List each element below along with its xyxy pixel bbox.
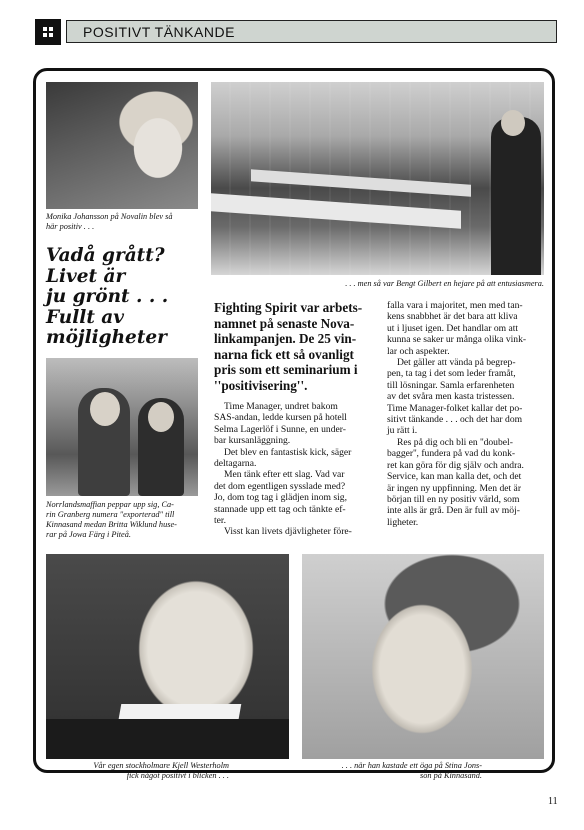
- paragraph: Det blev en fantastisk kick, säger deltagarna.: [214, 446, 352, 470]
- article-headline: Vadå grått? Livet är ju grönt . . . Fullt av möjligheter: [46, 245, 169, 348]
- article-column-1: [214, 401, 370, 538]
- paragraph: falla vara i majoritet, men med tan- kens snabbhet är det bara att kliva ut i ljuset igen. Det handlar om att kunna se saker ur många olika vink- lar och aspekter.: [387, 300, 527, 357]
- article-column-2: [387, 300, 545, 528]
- paragraph: Men tänk efter ett slag. Vad var det dom egentligen sysslade med? Jo, dom tog tag i glädjen inom sig, stannade upp ett tag och tänkte ef- ter.: [214, 469, 347, 527]
- photo-seminar-room: [211, 82, 544, 275]
- section-logo-icon: [35, 19, 61, 45]
- caption-stina: . . . när han kastade ett öga på Stina Jons- son på Kinnasand.: [341, 761, 482, 780]
- caption-monika: Monika Johansson på Novalin blev så här positiv . . .: [46, 212, 173, 231]
- page-number: 11: [548, 796, 558, 807]
- paragraph: Res på dig och bli en ''doubel- bagger'', fundera på vad du konk- ret kan göra för dig själv och andra. Service, kan man kalla det, och det är ingen ny uppfinning. Men det är början till en ny positiv värld, som inte alls är grå. Den är full av möj- ligheter.: [387, 436, 524, 528]
- photo-stina-jonsson: [302, 554, 544, 759]
- photo-monika-johansson: [46, 82, 198, 209]
- paragraph: Det gäller att vända på begrep- pen, ta tag i det som leder framåt, till lösningar. Samla erfarenheten av det svåra men kasta tristessen. Time Manager-folket kallar det po- sitivt tänkande . . . och det har dom ju rätt i.: [387, 357, 523, 437]
- article-intro: Fighting Spirit var arbets- namnet på senaste Nova- linkampanjen. De 25 vin- narna fick ett så ovanligt pris som ett seminarium i ''positivisering''.: [214, 300, 363, 393]
- caption-norrland-women: Norrlandsmaffian peppar upp sig, Ca- rin Granberg numera "exporterad" till Kinnasand medan Britta Wiklund huse- rar på Jowa Färg i Piteå.: [46, 500, 177, 539]
- paragraph: Visst kan livets djävligheter före-: [224, 526, 352, 538]
- caption-seminar: . . . men så var Bengt Gilbert en hejare på att entusiasmera.: [345, 279, 544, 288]
- section-header: [66, 20, 557, 43]
- photo-norrland-women: [46, 358, 198, 496]
- photo-kjell-westerholm: [46, 554, 289, 759]
- section-title: POSITIVT TÄNKANDE: [83, 24, 235, 40]
- caption-kjell: Vår egen stockholmare Kjell Westerholm fick något positivt i blicken . . .: [93, 761, 229, 780]
- paragraph: Time Manager, undret bakom SAS-andan, ledde kursen på hotell Selma Lagerlöf i Sunne, en under- bar kursanläggning.: [214, 401, 347, 447]
